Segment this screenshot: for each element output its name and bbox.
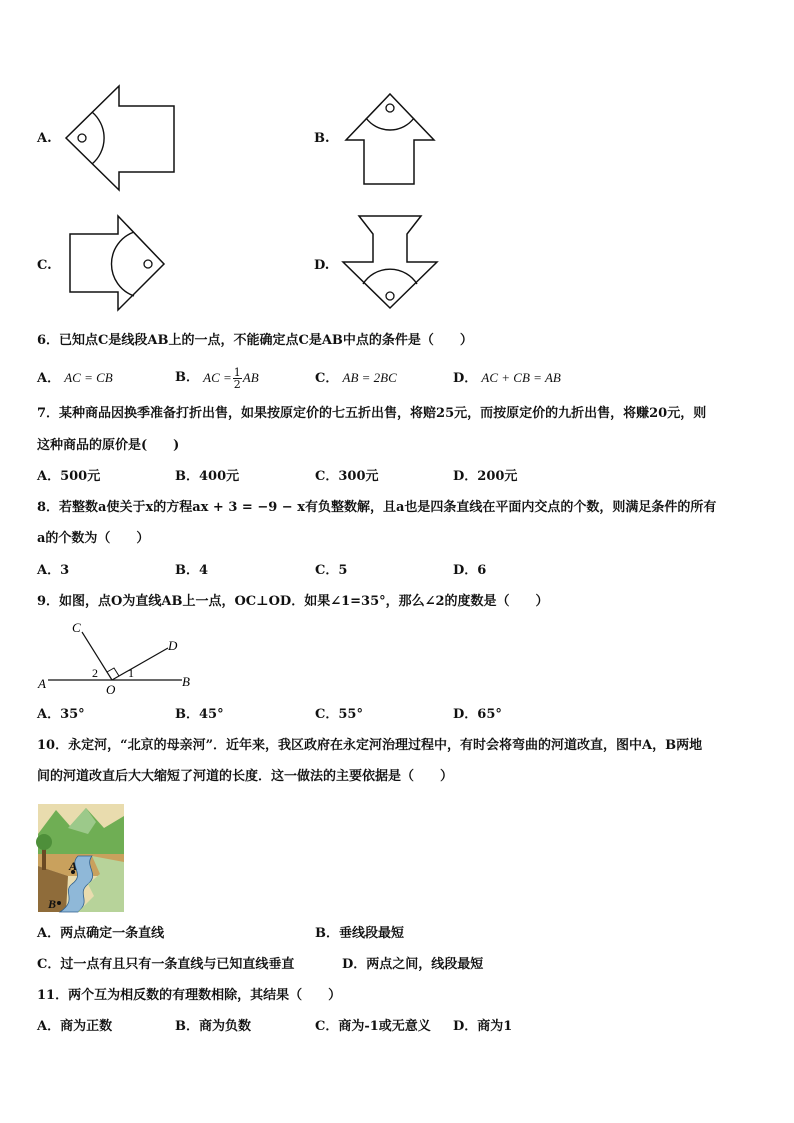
- q5-option-d-label: D.: [314, 258, 330, 273]
- q9-label-d: D: [168, 638, 178, 653]
- q11-option-b: B．商为负数: [175, 1019, 251, 1034]
- q6-option-c: C． AB = 2BC: [315, 370, 397, 386]
- q10-river-illustration: [38, 804, 124, 912]
- q10-option-c: C．过一点有且只有一条直线与已知直线垂直: [37, 957, 295, 972]
- q9-option-c: C．55°: [315, 707, 363, 722]
- q5-option-a-label: A.: [37, 131, 52, 146]
- q8-option-c: C．5: [315, 563, 348, 578]
- q6-stem: 6．已知点C是线段AB上的一点，不能确定点C是AB中点的条件是（ ）: [37, 333, 473, 348]
- q10-option-b: B．垂线段最短: [315, 926, 404, 941]
- q6-option-b: B． AC = $\frac{1}{2}$ AB: [175, 365, 259, 391]
- q7-stem-line2: 这种商品的原价是( ): [37, 438, 180, 453]
- q10-option-d: D．两点之间，线段最短: [342, 957, 484, 972]
- q9-label-b: B: [182, 674, 190, 689]
- q6-option-a: A． AC = CB: [37, 370, 113, 386]
- q9-angle-1-label: 1: [128, 666, 134, 680]
- q5-figure-a: [64, 84, 179, 194]
- q10-stem-line2: 间的河道改直后大大缩短了河道的长度．这一做法的主要依据是（ ）: [37, 769, 454, 784]
- q11-option-c: C．商为-1或无意义: [315, 1019, 431, 1034]
- q8-option-d: D．6: [453, 563, 487, 578]
- q11-option-a: A．商为正数: [37, 1019, 113, 1034]
- q9-angle-figure: [36, 616, 196, 696]
- q7-option-d: D．200元: [453, 469, 518, 484]
- q9-option-a: A．35°: [37, 707, 85, 722]
- q8-stem-line2: a的个数为（ ）: [37, 531, 150, 546]
- q9-option-b: B．45°: [175, 707, 224, 722]
- q11-option-d: D．商为1: [453, 1019, 513, 1034]
- q5-option-c-label: C.: [37, 258, 52, 273]
- q10-point-b-label: B: [48, 897, 57, 911]
- q5-figure-d: [341, 214, 439, 310]
- q8-stem-line1: 8．若整数a使关于x的方程ax + 3 = −9 − x有负整数解，且a也是四条直线在平面内交点的个数，则满足条件的所有: [37, 500, 717, 515]
- q8-option-b: B．4: [175, 563, 209, 578]
- q9-angle-2-label: 2: [92, 666, 98, 680]
- q8-option-a: A．3: [37, 563, 70, 578]
- q9-label-a: A: [38, 676, 46, 691]
- q6-fraction: $\frac{1}{2}$: [233, 365, 241, 391]
- q5-option-b-label: B.: [314, 131, 330, 146]
- q11-stem: 11．两个互为相反数的有理数相除，其结果（ ）: [37, 988, 342, 1003]
- q7-option-b: B．400元: [175, 469, 240, 484]
- q5-figure-c: [68, 214, 166, 312]
- q6-option-d: D． AC + CB = AB: [453, 370, 561, 386]
- q9-option-d: D．65°: [453, 707, 502, 722]
- q9-label-c: C: [72, 620, 81, 635]
- q9-label-o: O: [106, 682, 116, 697]
- q5-figure-b: [344, 92, 436, 186]
- q7-option-c: C．300元: [315, 469, 379, 484]
- q10-stem-line1: 10．永定河，“北京的母亲河”．近年来，我区政府在永定河治理过程中，有时会将弯曲的河道改直，图中A，B两地: [37, 738, 703, 753]
- q7-option-a: A．500元: [37, 469, 101, 484]
- q10-option-a: A．两点确定一条直线: [37, 926, 165, 941]
- q9-stem: 9．如图，点O为直线AB上一点，OC⊥OD．如果∠1=35°，那么∠2的度数是（ ）: [37, 594, 549, 609]
- q10-point-a-label: A: [69, 859, 78, 873]
- q7-stem-line1: 7．某种商品因换季准备打折出售，如果按原定价的七五折出售，将赔25元，而按原定价的九折出售，将赚20元，则: [37, 406, 707, 421]
